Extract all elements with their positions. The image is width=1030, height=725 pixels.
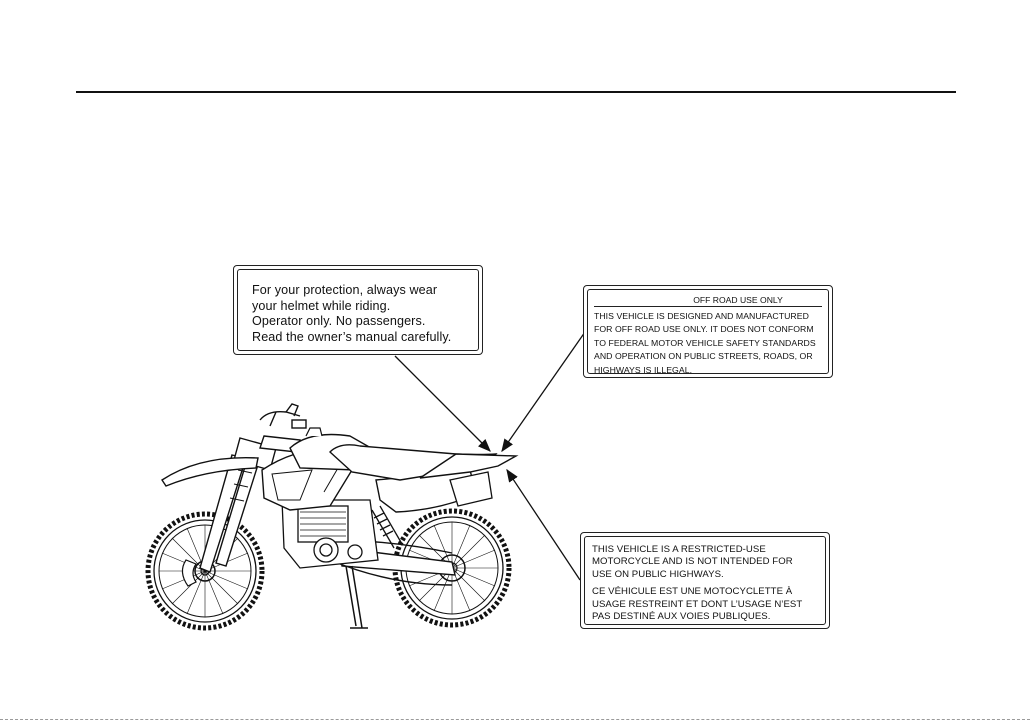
- off-road-label-line: TO FEDERAL MOTOR VEHICLE SAFETY STANDARDS: [594, 337, 816, 348]
- restricted-label-french-line: PAS DESTINÉ AUX VOIES PUBLIQUES.: [592, 611, 771, 623]
- engine: [282, 500, 378, 568]
- off-road-label-line: AND OPERATION ON PUBLIC STREETS, ROADS, OR: [594, 351, 813, 362]
- helmet-warning-inner-border: [237, 269, 479, 351]
- helmet-label-line: For your protection, always wear: [252, 283, 438, 297]
- off-road-label-line: FOR OFF ROAD USE ONLY. IT DOES NOT CONFORM: [594, 324, 814, 335]
- leader-arrow-helmet: [395, 356, 490, 451]
- restricted-label-english-line: MOTORCYCLE AND IS NOT INTENDED FOR: [592, 556, 793, 568]
- leader-arrow-offroad: [502, 332, 585, 451]
- restricted-label-french-line: USAGE RESTREINT ET DONT L’USAGE N’EST: [592, 598, 803, 610]
- off-road-use-label: [583, 285, 833, 378]
- kickstand: [346, 566, 368, 628]
- restricted-label-french-line: CE VÉHICULE EST UNE MOTOCYCLETTE À: [592, 586, 793, 598]
- helmet-label-line: your helmet while riding.: [252, 298, 391, 313]
- off-road-label-title: OFF ROAD USE ONLY: [594, 295, 822, 307]
- restricted-use-label: [580, 532, 830, 629]
- front-wheel: [148, 514, 262, 628]
- restricted-label-english-line: USE ON PUBLIC HIGHWAYS.: [592, 568, 724, 580]
- restricted-label-inner-border: [584, 536, 826, 625]
- helmet-warning-label: [233, 265, 483, 355]
- off-road-label-line: THIS VEHICLE IS DESIGNED AND MANUFACTURED: [594, 311, 809, 321]
- helmet-label-line: Read the owner’s manual carefully.: [252, 329, 452, 344]
- restricted-label-english-line: THIS VEHICLE IS A RESTRICTED-USE: [592, 544, 766, 555]
- off-road-label-inner-border: [587, 289, 829, 374]
- leader-arrow-restricted: [507, 470, 580, 580]
- page-bottom-edge: [0, 719, 1030, 720]
- helmet-label-line: Operator only. No passengers.: [252, 314, 426, 329]
- off-road-label-line: HIGHWAYS IS ILLEGAL.: [594, 364, 693, 375]
